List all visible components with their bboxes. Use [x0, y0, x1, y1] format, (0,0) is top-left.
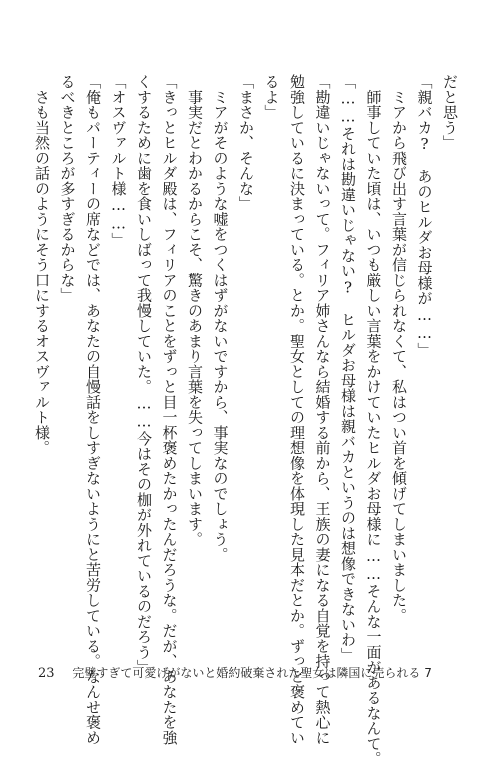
text-line: 「……それは勘違いじゃない? ヒルダお母様は親バカというのは想像できないわ」 [339, 74, 357, 663]
text-line: 師事していた頃は、いつも厳しい言葉をかけていたヒルダお母様に……そんな一面があるなんて。 [364, 74, 383, 766]
text-line: 「勘違いじゃないって。フィリア姉さんなら結婚する前から、王族の妻になる自覚を持って熱心に [313, 74, 332, 745]
page-number: 23 [38, 666, 55, 681]
text-line: るべきところが多すぎるからな」 [58, 74, 77, 303]
book-title: 完璧すぎて可愛げがないと婚約破棄された聖女は隣国に売られる 7 [72, 666, 432, 680]
text-line: さも当然の話のようにそう口にするオスヴァルト様。 [33, 74, 51, 456]
text-line: 事実だとわかるからこそ、驚きのあまり言葉を失ってしまいます。 [186, 74, 204, 547]
text-line: 「俺もパーティーの席などでは、あなたの自慢話をしすぎないようにと苦労している。なんせ褒め [84, 74, 102, 745]
text-line: だと思う」 [441, 74, 459, 151]
text-line: くするために歯を食いしばって我慢していた。……今はその枷が外れているのだろう」 [135, 74, 153, 675]
text-line: 「まさか、そんな」 [237, 74, 255, 212]
text-line: 「親バカ? あのヒルダお母様が……」 [415, 74, 434, 358]
text-line: 勉強しているに決まっている。とか。聖女としての理想像を体現した見本だとか。ずっと褒めてい [288, 74, 306, 745]
text-line: 「きっとヒルダ殿は、フィリアのことをずっと目一杯褒めたかったんだろうな。だが、あなたを強 [160, 74, 179, 745]
text-line: ミアから飛び出す言葉が信じられなくて、私はつい首を傾げてしまいました。 [390, 74, 408, 623]
text-line: 「オスヴァルト様……」 [109, 74, 128, 248]
text-line: ミアがそのような嘘をつくはずがないですから、事実なのでしょう。 [211, 74, 230, 562]
text-line: るよ」 [262, 74, 281, 120]
page-footer [38, 664, 432, 681]
